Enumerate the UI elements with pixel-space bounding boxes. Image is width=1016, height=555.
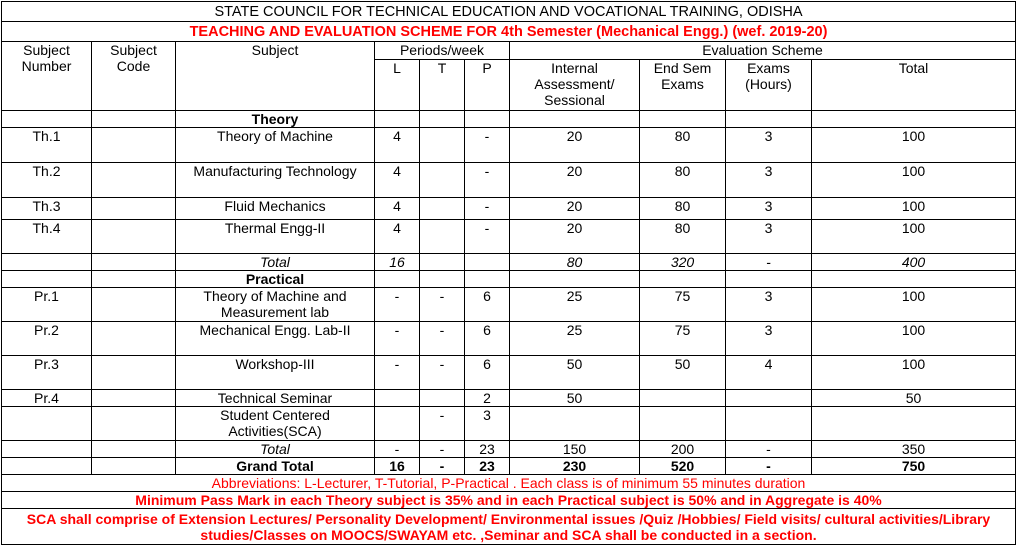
scheme-subtitle: TEACHING AND EVALUATION SCHEME FOR 4th Semester (Mechanical Engg.) (wef. 2019-20): [2, 22, 1016, 42]
periods-header: Periods/week: [375, 42, 510, 60]
table-row: Th.2 Manufacturing Technology 4 - 20 80 3 100: [2, 163, 1016, 198]
subject-header: Subject: [176, 42, 375, 111]
practical-total-row: Total - - 23 150 200 - 350: [2, 441, 1016, 458]
pass-mark-note: Minimum Pass Mark in each Theory subject is 35% and in each Practical subject is 50% and in Aggregate is 40%: [2, 492, 1016, 509]
internal-header: Internal Assessment/ Sessional: [510, 60, 640, 111]
l-header: L: [375, 60, 420, 111]
subject-code-header: Subject Code: [92, 42, 176, 111]
sca-note: SCA shall comprise of Extension Lectures/ Personality Development/ Environmental issues /Quiz /Hobbies/ Field visits/ cultural activities/Library studies/Classes on MOOCS/SWAYAM etc. ,Seminar and SCA shall be conducted in a section.: [2, 509, 1016, 545]
table-row: Th.3 Fluid Mechanics 4 - 20 80 3 100: [2, 198, 1016, 220]
scheme-table: [1, 1, 1016, 545]
theory-total-row: Total 16 80 320 - 400: [2, 254, 1016, 271]
exams-hours-header: Exams (Hours): [726, 60, 812, 111]
p-header: P: [465, 60, 510, 111]
t-header: T: [420, 60, 465, 111]
table-row: Pr.3 Workshop-III - - 6 50 50 4 100: [2, 356, 1016, 390]
grand-total-row: Grand Total 16 - 23 230 520 - 750: [2, 458, 1016, 475]
evaluation-header: Evaluation Scheme: [510, 42, 1016, 60]
table-row: Th.1 Theory of Machine 4 - 20 80 3 100: [2, 128, 1016, 163]
table-row: Pr.2 Mechanical Engg. Lab-II - - 6 25 75 3 100: [2, 322, 1016, 356]
table-row: Pr.1 Theory of Machine and Measurement lab - - 6 25 75 3 100: [2, 288, 1016, 322]
subject-number-header: Subject Number: [2, 42, 92, 111]
practical-heading: Practical: [176, 271, 375, 288]
total-header: Total: [812, 60, 1016, 111]
table-row: Student Centered Activities(SCA) - 3: [2, 407, 1016, 441]
endsem-header: End Sem Exams: [640, 60, 726, 111]
table-row: Th.4 Thermal Engg-II 4 - 20 80 3 100: [2, 220, 1016, 254]
document-title: STATE COUNCIL FOR TECHNICAL EDUCATION AND VOCATIONAL TRAINING, ODISHA: [2, 2, 1016, 22]
theory-heading: Theory: [176, 111, 375, 128]
abbreviations-note: Abbreviations: L-Lecturer, T-Tutorial, P-Practical . Each class is of minimum 55 minutes duration: [2, 475, 1016, 492]
table-row: Pr.4 Technical Seminar 2 50 50: [2, 390, 1016, 407]
